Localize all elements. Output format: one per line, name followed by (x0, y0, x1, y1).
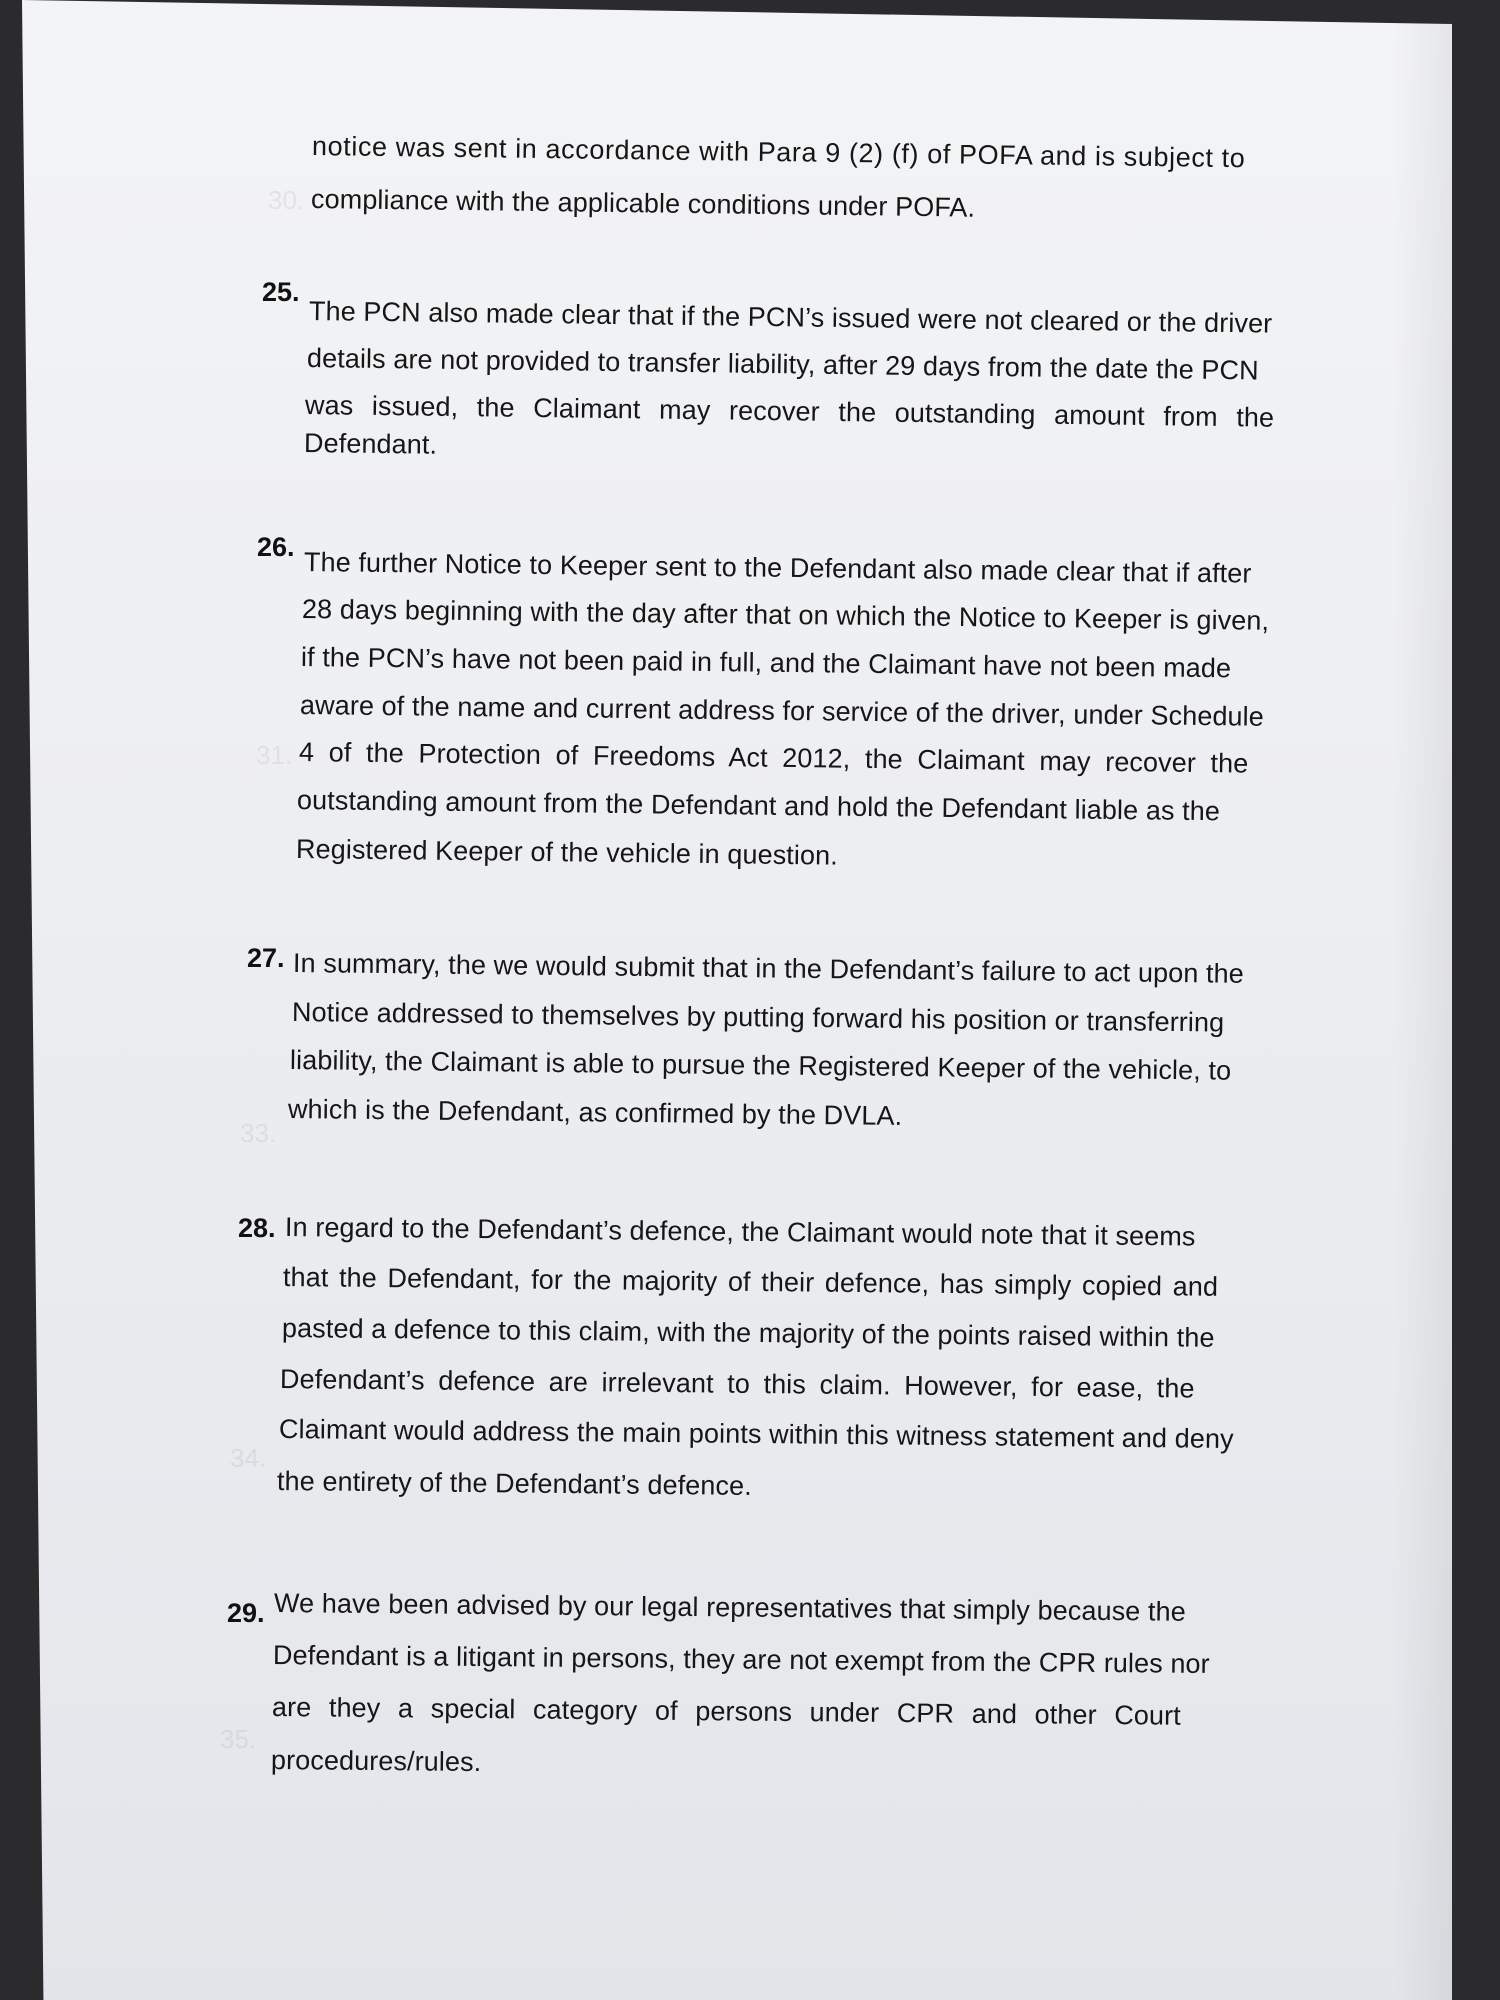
text-line: Defendant. (303, 428, 438, 460)
text-line: that the Defendant, for the majority of their defence, has simply copied and (282, 1262, 1219, 1302)
text-line: the entirety of the Defendant’s defence. (276, 1466, 752, 1501)
text-line: notice was sent in accordance with Para 9 (2) (f) of POFA and is subject to (311, 131, 1246, 174)
bleed-number: 33. (240, 1118, 277, 1148)
paragraph-number: 28. (238, 1213, 276, 1243)
bleed-number: 30. (268, 185, 305, 215)
text-line: Defendant is a litigant in persons, they are not exempt from the CPR rules nor (272, 1640, 1210, 1679)
text-line: outstanding amount from the Defendant and hold the Defendant liable as the (296, 785, 1221, 827)
bleed-number: 35. (220, 1724, 257, 1754)
text-line: was issued, the Claimant may recover the outstanding amount from the (304, 390, 1275, 433)
text-line: In regard to the Defendant’s defence, the Claimant would note that it seems (284, 1212, 1196, 1252)
text-line: Claimant would address the main points within this witness statement and deny (278, 1414, 1234, 1454)
text-line: are they a special category of persons under CPR and other Court (271, 1692, 1181, 1731)
text-line: Registered Keeper of the vehicle in question. (295, 834, 838, 871)
text-line: In summary, the we would submit that in the Defendant’s failure to act upon the (292, 948, 1245, 989)
text-line: We have been advised by our legal representatives that simply because the (273, 1588, 1186, 1627)
paragraph-number: 27. (247, 943, 285, 973)
text-line: 4 of the Protection of Freedoms Act 2012, the Claimant may recover the (298, 737, 1249, 779)
paragraph-number: 25. (262, 277, 300, 307)
bleed-number: 34. (230, 1443, 267, 1473)
text-line: Defendant’s defence are irrelevant to this claim. However, for ease, the (279, 1364, 1195, 1404)
text-line: 28 days beginning with the day after that on which the Notice to Keeper is given, (301, 594, 1270, 636)
text-line: liability, the Claimant is able to pursue the Registered Keeper of the vehicle, to (289, 1045, 1232, 1086)
text-line: aware of the name and current address for service of the driver, under Schedule (299, 690, 1265, 732)
bleed-number: 31. (256, 740, 293, 770)
paragraph-number: 26. (257, 532, 295, 562)
text-line: The further Notice to Keeper sent to the Defendant also made clear that if after (303, 547, 1252, 589)
paragraph-number: 29. (227, 1598, 265, 1628)
text-line: compliance with the applicable conditions under POFA. (310, 184, 976, 223)
text-line: The PCN also made clear that if the PCN’s issued were not cleared or the driver (308, 296, 1273, 339)
text-line: pasted a defence to this claim, with the majority of the points raised within the (281, 1313, 1215, 1353)
text-line: details are not provided to transfer liability, after 29 days from the date the PCN (306, 343, 1259, 386)
text-line: Notice addressed to themselves by putting forward his position or transferring (291, 997, 1225, 1038)
text-line: procedures/rules. (270, 1745, 482, 1778)
text-line: which is the Defendant, as confirmed by the DVLA. (287, 1094, 903, 1131)
text-line: if the PCN’s have not been paid in full, and the Claimant have not been made (300, 642, 1232, 684)
